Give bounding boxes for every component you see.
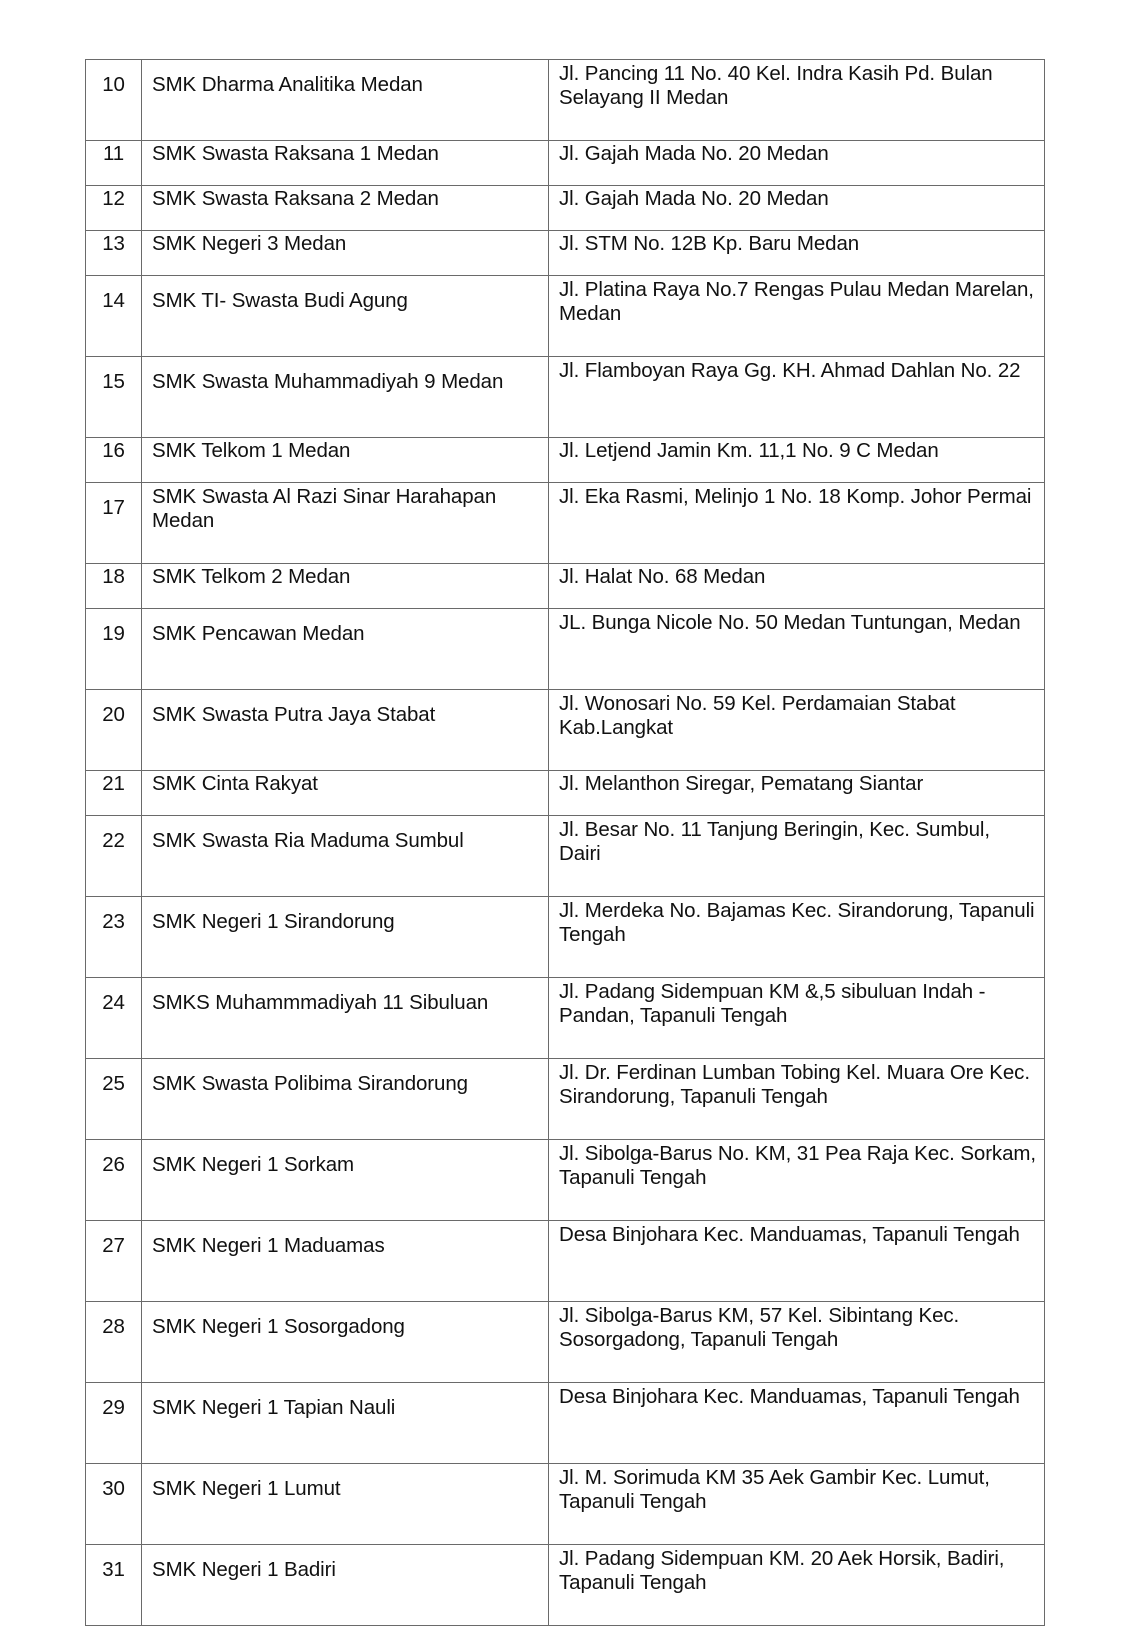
school-address: Jl. Wonosari No. 59 Kel. Perdamaian Stabat Kab.Langkat xyxy=(549,690,1045,771)
school-address: Jl. M. Sorimuda KM 35 Aek Gambir Kec. Lumut, Tapanuli Tengah xyxy=(549,1464,1045,1545)
school-address: Jl. Eka Rasmi, Melinjo 1 No. 18 Komp. Johor Permai xyxy=(549,483,1045,564)
school-address: Jl. Pancing 11 No. 40 Kel. Indra Kasih Pd. Bulan Selayang II Medan xyxy=(549,60,1045,141)
school-name: SMK Swasta Raksana 2 Medan xyxy=(142,186,549,231)
school-name: SMK Swasta Polibima Sirandorung xyxy=(142,1059,549,1140)
school-name: SMK Swasta Raksana 1 Medan xyxy=(142,141,549,186)
row-number: 24 xyxy=(86,978,142,1059)
table-row xyxy=(86,1140,1045,1221)
table-row xyxy=(86,438,1045,483)
school-address: Jl. Padang Sidempuan KM &,5 sibuluan Indah - Pandan, Tapanuli Tengah xyxy=(549,978,1045,1059)
school-address: Jl. Letjend Jamin Km. 11,1 No. 9 C Medan xyxy=(549,438,1045,483)
table-row xyxy=(86,1302,1045,1383)
table-row xyxy=(86,690,1045,771)
school-name: SMK Telkom 1 Medan xyxy=(142,438,549,483)
row-number: 18 xyxy=(86,564,142,609)
school-address: Jl. Gajah Mada No. 20 Medan xyxy=(549,141,1045,186)
school-name: SMK Negeri 1 Lumut xyxy=(142,1464,549,1545)
row-number: 23 xyxy=(86,897,142,978)
table-row xyxy=(86,1221,1045,1302)
row-number: 20 xyxy=(86,690,142,771)
school-address: Jl. Sibolga-Barus KM, 57 Kel. Sibintang Kec. Sosorgadong, Tapanuli Tengah xyxy=(549,1302,1045,1383)
school-address: Jl. Sibolga-Barus No. KM, 31 Pea Raja Kec. Sorkam, Tapanuli Tengah xyxy=(549,1140,1045,1221)
school-address: Desa Binjohara Kec. Manduamas, Tapanuli Tengah xyxy=(549,1383,1045,1464)
row-number: 22 xyxy=(86,816,142,897)
row-number: 30 xyxy=(86,1464,142,1545)
school-address: JL. Bunga Nicole No. 50 Medan Tuntungan, Medan xyxy=(549,609,1045,690)
row-number: 10 xyxy=(86,60,142,141)
table-row xyxy=(86,483,1045,564)
row-number: 17 xyxy=(86,483,142,564)
row-number: 14 xyxy=(86,276,142,357)
row-number: 15 xyxy=(86,357,142,438)
row-number: 19 xyxy=(86,609,142,690)
school-address: Jl. Melanthon Siregar, Pematang Siantar xyxy=(549,771,1045,816)
table-row xyxy=(86,231,1045,276)
school-address: Jl. STM No. 12B Kp. Baru Medan xyxy=(549,231,1045,276)
school-name: SMK Negeri 1 Sosorgadong xyxy=(142,1302,549,1383)
school-name: SMK Swasta Al Razi Sinar Harahapan Medan xyxy=(142,483,549,564)
school-name: SMK Negeri 1 Badiri xyxy=(142,1545,549,1626)
row-number: 11 xyxy=(86,141,142,186)
table-row xyxy=(86,1383,1045,1464)
school-address: Jl. Merdeka No. Bajamas Kec. Sirandorung, Tapanuli Tengah xyxy=(549,897,1045,978)
row-number: 12 xyxy=(86,186,142,231)
school-name: SMK Pencawan Medan xyxy=(142,609,549,690)
school-address: Jl. Dr. Ferdinan Lumban Tobing Kel. Muara Ore Kec. Sirandorung, Tapanuli Tengah xyxy=(549,1059,1045,1140)
table-row xyxy=(86,564,1045,609)
table-row xyxy=(86,771,1045,816)
table-row xyxy=(86,60,1045,141)
table-row xyxy=(86,276,1045,357)
table-row xyxy=(86,978,1045,1059)
row-number: 31 xyxy=(86,1545,142,1626)
school-address: Jl. Flamboyan Raya Gg. KH. Ahmad Dahlan No. 22 xyxy=(549,357,1045,438)
table-row xyxy=(86,816,1045,897)
school-address: Jl. Padang Sidempuan KM. 20 Aek Horsik, Badiri, Tapanuli Tengah xyxy=(549,1545,1045,1626)
table-row xyxy=(86,141,1045,186)
school-name: SMK Telkom 2 Medan xyxy=(142,564,549,609)
school-name: SMK Dharma Analitika Medan xyxy=(142,60,549,141)
table-row xyxy=(86,1059,1045,1140)
row-number: 25 xyxy=(86,1059,142,1140)
row-number: 28 xyxy=(86,1302,142,1383)
school-address: Jl. Gajah Mada No. 20 Medan xyxy=(549,186,1045,231)
school-name: SMK Swasta Muhammadiyah 9 Medan xyxy=(142,357,549,438)
table-row xyxy=(86,186,1045,231)
school-name: SMK TI- Swasta Budi Agung xyxy=(142,276,549,357)
school-address: Jl. Besar No. 11 Tanjung Beringin, Kec. Sumbul, Dairi xyxy=(549,816,1045,897)
row-number: 27 xyxy=(86,1221,142,1302)
school-name: SMK Swasta Ria Maduma Sumbul xyxy=(142,816,549,897)
school-list-table xyxy=(85,59,1045,1626)
school-name: SMK Negeri 1 Sorkam xyxy=(142,1140,549,1221)
table-row xyxy=(86,897,1045,978)
row-number: 29 xyxy=(86,1383,142,1464)
school-name: SMKS Muhammmadiyah 11 Sibuluan xyxy=(142,978,549,1059)
school-name: SMK Negeri 3 Medan xyxy=(142,231,549,276)
school-name: SMK Negeri 1 Maduamas xyxy=(142,1221,549,1302)
school-address: Jl. Platina Raya No.7 Rengas Pulau Medan Marelan, Medan xyxy=(549,276,1045,357)
table-row xyxy=(86,1464,1045,1545)
school-name: SMK Cinta Rakyat xyxy=(142,771,549,816)
table-row xyxy=(86,609,1045,690)
row-number: 26 xyxy=(86,1140,142,1221)
table-row xyxy=(86,357,1045,438)
school-name: SMK Swasta Putra Jaya Stabat xyxy=(142,690,549,771)
row-number: 16 xyxy=(86,438,142,483)
row-number: 21 xyxy=(86,771,142,816)
table-row xyxy=(86,1545,1045,1626)
school-name: SMK Negeri 1 Sirandorung xyxy=(142,897,549,978)
row-number: 13 xyxy=(86,231,142,276)
school-address: Desa Binjohara Kec. Manduamas, Tapanuli Tengah xyxy=(549,1221,1045,1302)
school-name: SMK Negeri 1 Tapian Nauli xyxy=(142,1383,549,1464)
school-address: Jl. Halat No. 68 Medan xyxy=(549,564,1045,609)
